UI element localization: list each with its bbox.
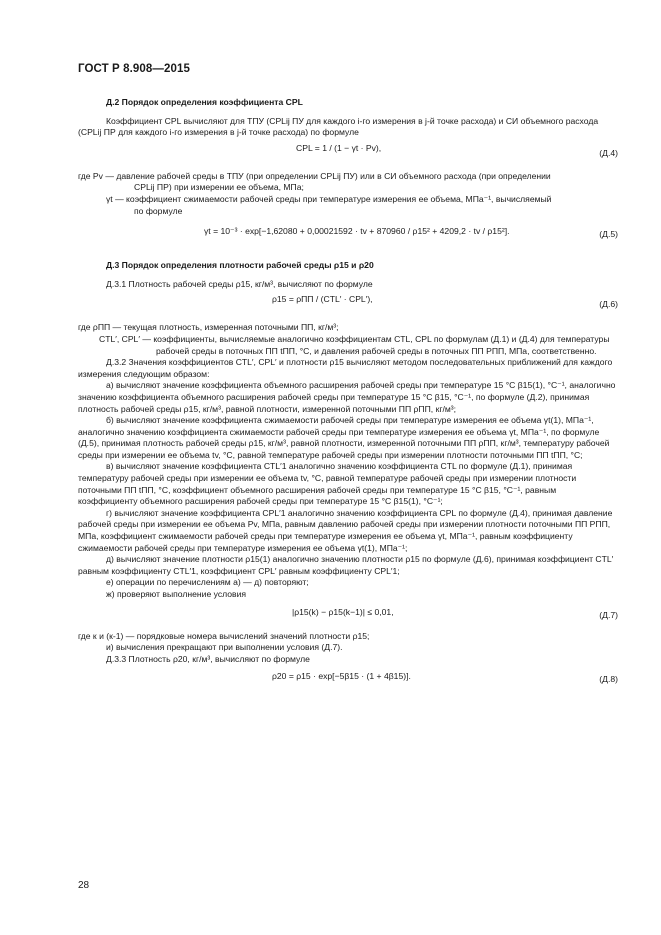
paragraph-d3-2: Д.3.2 Значения коэффициентов CTL′, CPL′ и плотности ρ15 вычисляют методом последовательных приближений для каждого измерения следующим образом: — [78, 357, 613, 379]
page-body — [78, 97, 618, 693]
formula-d5: γt = 10⁻³ · exp[−1,62080 + 0,00021592 · tv + 870960 / ρ15² + 4209,2 · tv / ρ15²]. — [204, 226, 510, 237]
definition-ctl-cpl: CTL′, CPL′ — коэффициенты, вычисляемые аналогично коэффициентам CTL, CPL по формулам (Д.1) и (Д.4) для температуры рабочей среды в поточных ПП tПП, °С, и давления рабочей среды в поточных ПП PПП, МПа, соответственно. — [99, 333, 610, 356]
definition-rho-pp: где ρПП — текущая плотность, измеренная поточными ПП, кг/м³; — [78, 322, 339, 333]
list-item-e: д) вычисляют значение плотности ρ15(1) аналогично значению плотности ρ15 по формуле (Д.6), принимая коэффициент CTL′ равным коэффициенту CTL′1, коэффициент CPL′ равным коэффициенту CPL′1; — [78, 554, 614, 576]
paragraph-d3-1: Д.3.1 Плотность рабочей среды ρ15, кг/м³, вычисляют по формуле — [106, 278, 373, 289]
list-item-b: б) вычисляют значение коэффициента сжимаемости рабочей среды при температуре измерения ее объема γt(1), МПа⁻¹, аналогично значению коэффициента сжимаемости рабочей среды при температуре измерения ее объема γt, МПа⁻¹, по формуле (Д.5), принимая плотность рабочей среды ρ15, кг/м³, равной плотности, измеренной поточными ПП ρПП, кг/м³, температуру рабочей среды при измерении ее объема tv, °С, равной температуре рабочей среды при измерении плотности поточными ПП tПП, °С; — [78, 415, 610, 460]
list-item-stop: и) вычисления прекращают при выполнении условия (Д.7). — [106, 642, 343, 653]
definition-pv: где Pv — давление рабочей среды в ТПУ (при определении CPLij ПУ) или в СИ объемного расхода (при определении — [78, 170, 551, 181]
definition-gamma: γt — коэффициент сжимаемости рабочей среды при температуре измерения ее объема, МПа⁻¹, вычисляемый — [106, 193, 552, 204]
equation-d8 — [78, 665, 618, 693]
section-heading-d3: Д.3 Порядок определения плотности рабочей среды ρ15 и ρ20 — [106, 260, 374, 271]
list-item-g: ж) проверяют выполнение условия — [106, 589, 247, 599]
equation-d5 — [78, 217, 618, 253]
list-item-a: а) вычисляют значение коэффициента объемного расширения рабочей среды при температуре 15 °С β15(1), °С⁻¹, аналогично значению коэффициента объемного расширения рабочей среды при температуре 15 °С β15, °С⁻¹, по формуле (Д.2), принимая плотность рабочей среды ρ15, кг/м³, равной плотности, измеренной поточными ПП ρПП, кг/м³; — [78, 380, 616, 414]
equation-number: (Д.5) — [599, 229, 618, 240]
equation-number: (Д.4) — [599, 147, 618, 158]
equation-number: (Д.8) — [599, 674, 618, 685]
section-heading-d2: Д.2 Порядок определения коэффициента CPL — [106, 97, 303, 107]
page-number: 28 — [78, 880, 90, 891]
equation-d6 — [78, 290, 618, 322]
paragraph-d3-3: Д.3.3 Плотность ρ20, кг/м³, вычисляют по формуле — [106, 653, 310, 664]
formula-d7: |ρ15(k) − ρ15(k−1)| ≤ 0,01, — [292, 606, 394, 617]
formula-d6: ρ15 = ρПП / (CTL′ · CPL′), — [272, 294, 373, 305]
list-item-f: е) операции по перечислениям а) — д) повторяют; — [106, 577, 309, 588]
equation-number: (Д.7) — [599, 609, 618, 620]
equation-d4 — [78, 139, 618, 171]
equation-number: (Д.6) — [599, 299, 618, 310]
definition-k: где к и (к-1) — порядковые номера вычислений значений плотности ρ15; — [78, 630, 370, 641]
definition-gamma-cont: по формуле — [134, 205, 183, 216]
equation-d7 — [78, 601, 618, 631]
formula-d4: CPL = 1 / (1 − γt · Pv), — [296, 142, 382, 153]
document-header: ГОСТ Р 8.908—2015 — [78, 63, 190, 75]
list-item-d: г) вычисляют значение коэффициента CPL′1 аналогично значению коэффициента CPL по формуле (Д.4), принимая давление рабочей среды при измерении ее объема Pv, МПа, равным давлению рабочей среды при измерении плотности поточными ПП PПП, МПа, коэффициент сжимаемости рабочей среды при температуре измерения ее объема γt, МПа⁻¹, равным коэффициенту сжимаемости рабочей среды при температуре измерения ее объема γt(1), МПа⁻¹; — [78, 507, 613, 553]
list-item-c: в) вычисляют значение коэффициента CTL′1 аналогично значению коэффициента CTL по формуле (Д.1), принимая температуру рабочей среды при измерении ее объема tv, °С, равной температуре рабочей среды при измерении плотности поточными ПП tПП, °С, коэффициент объемного расширения рабочей среды при температуре 15 °С β15, °С⁻¹, равным коэффициенту объемного расширения рабочей среды при температуре 15 °С β15(1), °С⁻¹; — [78, 461, 577, 507]
definition-pv-cont: CPLij ПР) при измерении ее объема, МПа; — [134, 182, 304, 193]
paragraph-cpl-intro: Коэффициент CPL вычисляют для ТПУ (CPLij ПУ для каждого i-го измерения в j-й точке расхода) и СИ объемного расхода (CPLij ПР для каждого i-го измерения в j-й точке расхода) по формуле — [78, 115, 599, 138]
formula-d8: ρ20 = ρ15 · exp[−5β15 · (1 + 4β15)]. — [272, 671, 411, 682]
